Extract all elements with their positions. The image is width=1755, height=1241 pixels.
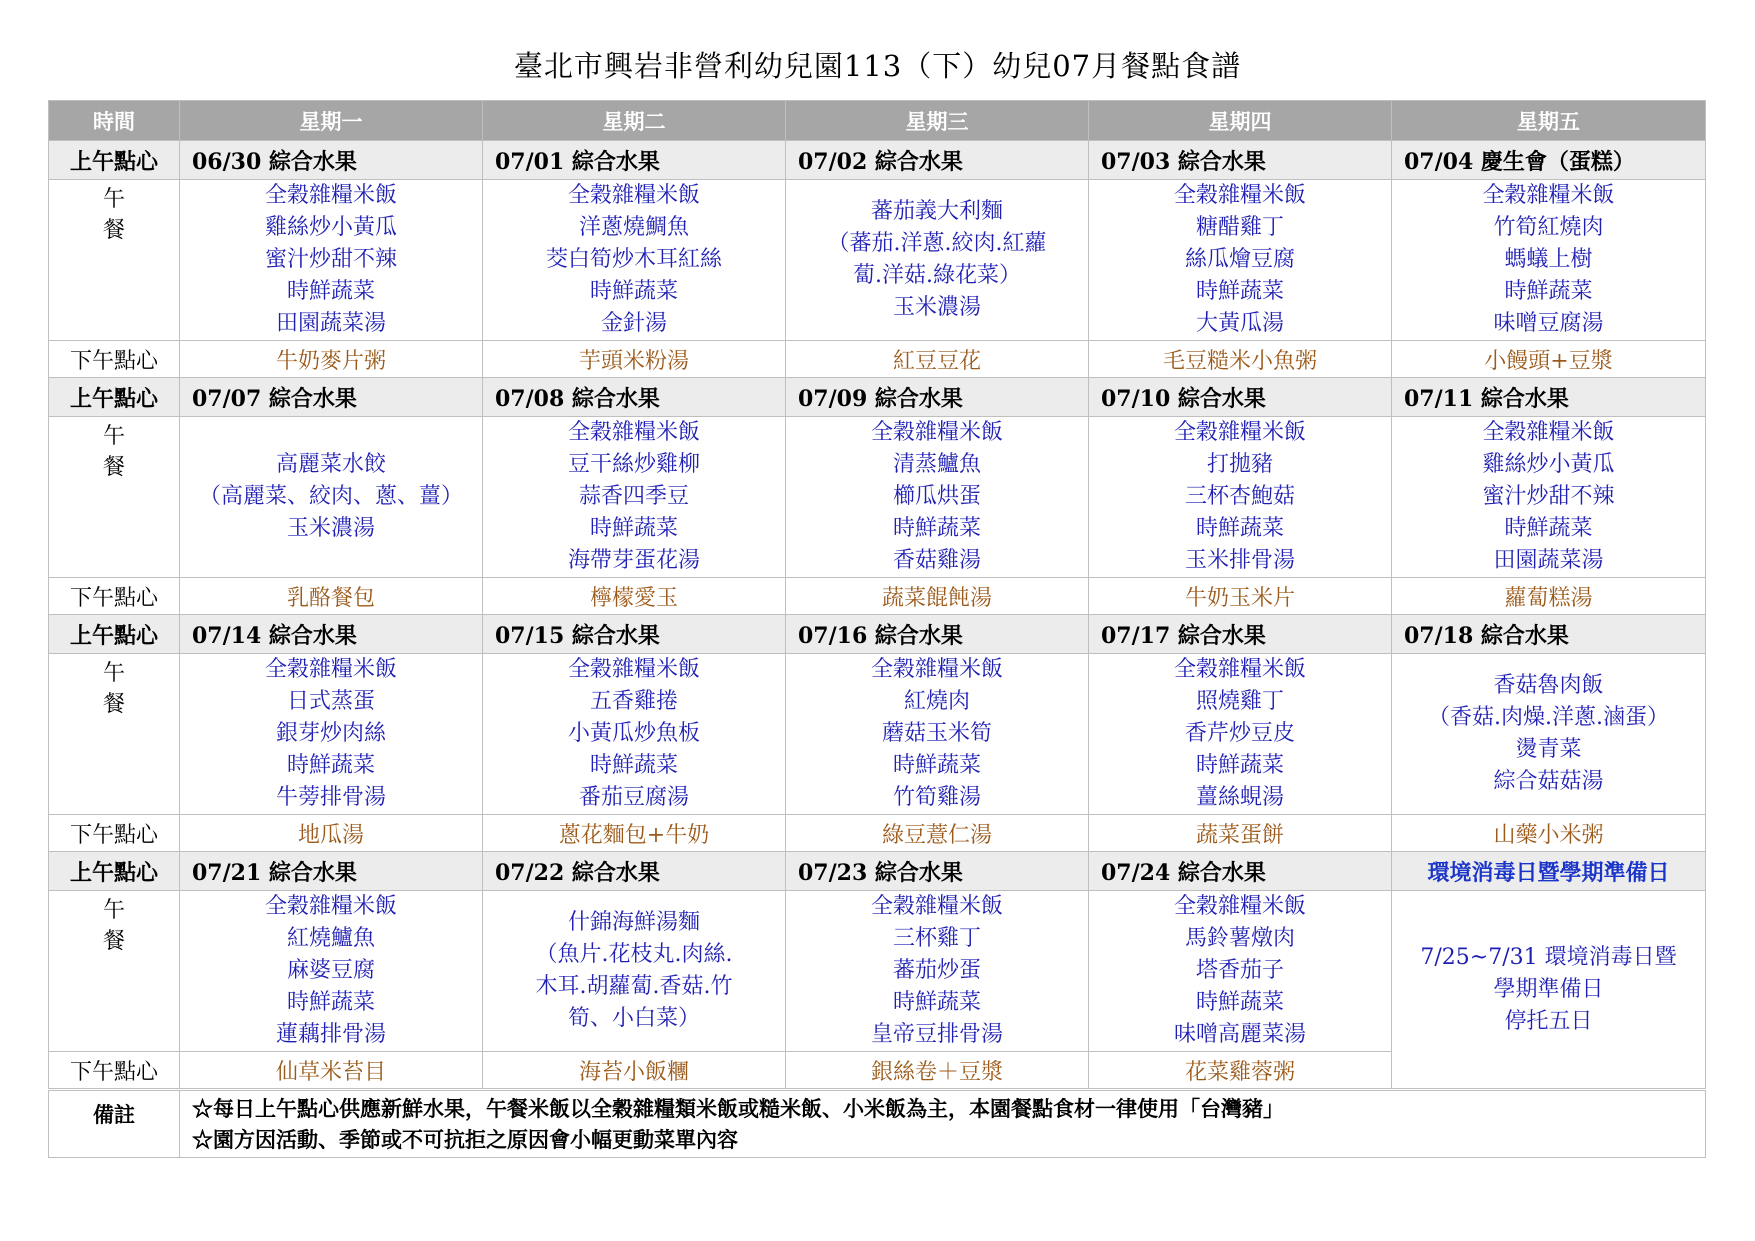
pm-snack-cell: 蔬菜蛋餅 [1089, 815, 1392, 852]
friday-notice-line: 學期準備日 [1493, 976, 1604, 1002]
lunch-dish: 全穀雜糧米飯 [1173, 657, 1306, 682]
header-thursday: 星期四 [1089, 101, 1392, 141]
lunch-dish: 洋蔥燒鯛魚 [578, 215, 689, 240]
lunch-label [49, 417, 180, 578]
lunch-dish: 糖醋雞丁 [1195, 215, 1284, 240]
lunch-cell [786, 417, 1089, 578]
pm-snack-row [49, 815, 1706, 852]
lunch-dish: 時鮮蔬菜 [892, 516, 981, 541]
lunch-dish: 蕃茄義大利麵 [870, 199, 1003, 224]
lunch-label [49, 654, 180, 815]
lunch-dish: 皇帝豆排骨湯 [870, 1022, 1003, 1047]
notes-content [180, 1090, 1706, 1158]
lunch-dish: 絲瓜燴豆腐 [1184, 247, 1295, 272]
lunch-cell [1089, 417, 1392, 578]
lunch-label-char: 午 [102, 898, 125, 923]
lunch-cell [1392, 180, 1706, 341]
lunch-dish: 時鮮蔬菜 [589, 516, 678, 541]
lunch-dish: 木耳.胡蘿蔔.香菇.竹 [535, 974, 733, 999]
am-snack-cell: 07/03 綜合水果 [1089, 141, 1392, 180]
pm-snack-cell: 芋頭米粉湯 [483, 341, 786, 378]
lunch-cell [1392, 417, 1706, 578]
lunch-dish: 全穀雜糧米飯 [567, 420, 700, 445]
menu-body [49, 141, 1706, 1158]
pm-snack-cell: 乳酪餐包 [180, 578, 483, 615]
lunch-dish: 銀芽炒肉絲 [275, 721, 386, 746]
header-monday: 星期一 [180, 101, 483, 141]
lunch-dish: 三杯杏鮑菇 [1184, 484, 1295, 509]
lunch-dish: 時鮮蔬菜 [1195, 516, 1284, 541]
lunch-dish: 豆干絲炒雞柳 [567, 452, 700, 477]
lunch-dish: 全穀雜糧米飯 [870, 420, 1003, 445]
header-tuesday: 星期二 [483, 101, 786, 141]
am-snack-label: 上午點心 [49, 852, 180, 891]
am-snack-label: 上午點心 [49, 615, 180, 654]
page-title: 臺北市興岩非營利幼兒園113（下）幼兒07月餐點食譜 [513, 49, 1242, 83]
lunch-dish: 高麗菜水餃 [275, 452, 386, 477]
lunch-dish: 時鮮蔬菜 [1195, 753, 1284, 778]
lunch-dish: 玉米濃湯 [892, 295, 981, 320]
lunch-cell [786, 654, 1089, 815]
lunch-dish: 蒜香四季豆 [578, 484, 689, 509]
pm-snack-cell: 蔬菜餛飩湯 [786, 578, 1089, 615]
am-snack-row [49, 378, 1706, 417]
lunch-dish: 玉米濃湯 [286, 516, 375, 541]
pm-snack-cell: 地瓜湯 [180, 815, 483, 852]
am-snack-cell: 07/18 綜合水果 [1392, 615, 1706, 654]
pm-snack-label: 下午點心 [49, 341, 180, 378]
lunch-dish: 日式蒸蛋 [286, 689, 375, 714]
am-snack-cell: 07/15 綜合水果 [483, 615, 786, 654]
lunch-dish: 竹筍雞湯 [892, 785, 981, 810]
pm-snack-label: 下午點心 [49, 815, 180, 852]
lunch-dish: 海帶芽蛋花湯 [567, 548, 700, 573]
lunch-dish: 時鮮蔬菜 [286, 279, 375, 304]
am-snack-cell: 07/02 綜合水果 [786, 141, 1089, 180]
lunch-dish: 全穀雜糧米飯 [1482, 420, 1615, 445]
pm-snack-row [49, 341, 1706, 378]
lunch-dish: 蕃茄炒蛋 [892, 958, 981, 983]
lunch-cell [180, 417, 483, 578]
lunch-dish: 三杯雞丁 [892, 926, 981, 951]
lunch-dish: 番茄豆腐湯 [578, 785, 689, 810]
lunch-dish: 五香雞捲 [589, 689, 678, 714]
friday-notice [1392, 891, 1706, 1090]
lunch-dish: 全穀雜糧米飯 [870, 894, 1003, 919]
lunch-dish: 時鮮蔬菜 [1504, 516, 1593, 541]
lunch-dish: 時鮮蔬菜 [1195, 990, 1284, 1015]
lunch-label-char: 餐 [102, 455, 125, 480]
am-snack-row [49, 141, 1706, 180]
lunch-cell [1392, 654, 1706, 815]
am-snack-cell: 07/21 綜合水果 [180, 852, 483, 891]
pm-snack-cell: 小饅頭+豆漿 [1392, 341, 1706, 378]
lunch-label-char: 餐 [102, 692, 125, 717]
header-row [49, 101, 1706, 141]
am-snack-cell: 07/23 綜合水果 [786, 852, 1089, 891]
friday-notice-line: 7/25~7/31 環境消毒日暨 [1420, 944, 1677, 970]
lunch-label-char: 餐 [102, 218, 125, 243]
am-snack-cell: 07/10 綜合水果 [1089, 378, 1392, 417]
lunch-dish: 全穀雜糧米飯 [1173, 183, 1306, 208]
lunch-dish: 全穀雜糧米飯 [567, 657, 700, 682]
am-snack-cell: 07/17 綜合水果 [1089, 615, 1392, 654]
lunch-cell [786, 180, 1089, 341]
lunch-dish: 竹筍紅燒肉 [1493, 215, 1604, 240]
header-time: 時間 [49, 101, 180, 141]
lunch-dish: （高麗菜、絞肉、蔥、薑） [198, 484, 463, 509]
am-snack-label: 上午點心 [49, 378, 180, 417]
lunch-dish: 蜜汁炒甜不辣 [264, 247, 397, 272]
lunch-dish: 時鮮蔬菜 [892, 990, 981, 1015]
am-snack-cell: 07/24 綜合水果 [1089, 852, 1392, 891]
lunch-dish: 燙青菜 [1515, 737, 1582, 762]
lunch-dish: 薑絲蜆湯 [1195, 785, 1284, 810]
am-snack-cell: 07/04 慶生會（蛋糕） [1392, 141, 1706, 180]
lunch-row [49, 654, 1706, 815]
lunch-dish: （魚片.花枝丸.肉絲. [535, 942, 733, 967]
lunch-dish: 茭白筍炒木耳紅絲 [545, 247, 722, 272]
lunch-dish: 全穀雜糧米飯 [264, 894, 397, 919]
note-line: ☆園方因活動、季節或不可抗拒之原因會小幅更動菜單內容 [192, 1127, 738, 1152]
lunch-dish: 雞絲炒小黃瓜 [1482, 452, 1615, 477]
lunch-dish: 紅燒肉 [903, 689, 970, 714]
lunch-dish: 香菇雞湯 [892, 548, 981, 573]
lunch-dish: 時鮮蔬菜 [589, 279, 678, 304]
am-snack-row [49, 852, 1706, 891]
lunch-dish: 全穀雜糧米飯 [1482, 183, 1615, 208]
lunch-cell [1089, 891, 1392, 1052]
notes-label: 備註 [49, 1090, 180, 1158]
pm-snack-cell: 檸檬愛玉 [483, 578, 786, 615]
lunch-dish: 時鮮蔬菜 [286, 753, 375, 778]
lunch-label [49, 180, 180, 341]
lunch-dish: 筍、小白菜） [567, 1006, 700, 1031]
lunch-dish: 照燒雞丁 [1195, 689, 1284, 714]
lunch-cell [483, 654, 786, 815]
pm-snack-label: 下午點心 [49, 578, 180, 615]
lunch-dish: 田園蔬菜湯 [1493, 548, 1604, 573]
am-snack-cell: 07/07 綜合水果 [180, 378, 483, 417]
lunch-dish: 味噌豆腐湯 [1493, 311, 1604, 336]
lunch-label-char: 午 [102, 661, 125, 686]
lunch-dish: 全穀雜糧米飯 [1173, 420, 1306, 445]
am-snack-cell: 07/09 綜合水果 [786, 378, 1089, 417]
lunch-dish: （香菇.肉燥.洋蔥.滷蛋） [1428, 705, 1669, 730]
pm-snack-cell: 紅豆豆花 [786, 341, 1089, 378]
am-snack-cell: 06/30 綜合水果 [180, 141, 483, 180]
am-snack-cell: 07/22 綜合水果 [483, 852, 786, 891]
pm-snack-cell: 花菜雞蓉粥 [1089, 1052, 1392, 1090]
lunch-dish: 味噌高麗菜湯 [1173, 1022, 1306, 1047]
lunch-label-char: 餐 [102, 929, 125, 954]
lunch-dish: 玉米排骨湯 [1184, 548, 1295, 573]
lunch-dish: 全穀雜糧米飯 [567, 183, 700, 208]
lunch-label-char: 午 [102, 424, 125, 449]
lunch-dish: 時鮮蔬菜 [892, 753, 981, 778]
pm-snack-cell: 仙草米苔目 [180, 1052, 483, 1090]
lunch-dish: 紅燒鱸魚 [286, 926, 375, 951]
am-snack-cell: 07/14 綜合水果 [180, 615, 483, 654]
lunch-cell [180, 654, 483, 815]
lunch-cell [786, 891, 1089, 1052]
pm-snack-cell: 蔥花麵包+牛奶 [483, 815, 786, 852]
lunch-dish: 打拋豬 [1206, 452, 1273, 477]
lunch-dish: （蕃茄.洋蔥.絞肉.紅蘿 [827, 231, 1047, 256]
lunch-dish: 小黃瓜炒魚板 [567, 721, 700, 746]
lunch-dish: 什錦海鮮湯麵 [567, 910, 700, 935]
pm-snack-cell: 山藥小米粥 [1392, 815, 1706, 852]
lunch-dish: 塔香茄子 [1195, 958, 1284, 983]
lunch-dish: 螞蟻上樹 [1504, 247, 1593, 272]
friday-notice-line: 停托五日 [1504, 1008, 1593, 1034]
lunch-dish: 時鮮蔬菜 [1504, 279, 1593, 304]
lunch-dish: 蘑菇玉米筍 [881, 721, 992, 746]
menu-table [48, 100, 1706, 1158]
lunch-cell [483, 417, 786, 578]
lunch-cell [180, 891, 483, 1052]
lunch-dish: 香菇魯肉飯 [1493, 673, 1604, 698]
lunch-dish: 麻婆豆腐 [286, 958, 375, 983]
am-snack-label: 上午點心 [49, 141, 180, 180]
note-line: ☆每日上午點心供應新鮮水果，午餐米飯以全穀雜糧類米飯或糙米飯、小米飯為主，本園餐點食材一律使用「台灣豬」 [192, 1096, 1284, 1121]
pm-snack-cell: 毛豆糙米小魚粥 [1089, 341, 1392, 378]
pm-snack-cell: 銀絲卷＋豆漿 [786, 1052, 1089, 1090]
pm-snack-label: 下午點心 [49, 1052, 180, 1090]
lunch-dish: 全穀雜糧米飯 [870, 657, 1003, 682]
lunch-cell [1089, 654, 1392, 815]
lunch-label [49, 891, 180, 1052]
am-snack-cell: 07/16 綜合水果 [786, 615, 1089, 654]
lunch-dish: 全穀雜糧米飯 [264, 657, 397, 682]
lunch-dish: 大黃瓜湯 [1195, 311, 1284, 336]
lunch-cell [180, 180, 483, 341]
header-friday: 星期五 [1392, 101, 1706, 141]
lunch-row [49, 180, 1706, 341]
am-snack-row [49, 615, 1706, 654]
am-snack-cell: 07/11 綜合水果 [1392, 378, 1706, 417]
lunch-cell [483, 180, 786, 341]
lunch-label-char: 午 [102, 187, 125, 212]
lunch-dish: 牛蒡排骨湯 [275, 785, 386, 810]
lunch-dish: 蓮藕排骨湯 [275, 1022, 386, 1047]
lunch-dish: 馬鈴薯燉肉 [1184, 926, 1295, 951]
lunch-dish: 田園蔬菜湯 [275, 311, 386, 336]
pm-snack-cell: 牛奶玉米片 [1089, 578, 1392, 615]
pm-snack-cell: 牛奶麥片粥 [180, 341, 483, 378]
lunch-dish: 全穀雜糧米飯 [1173, 894, 1306, 919]
am-snack-cell: 07/01 綜合水果 [483, 141, 786, 180]
notes-row [49, 1090, 1706, 1158]
lunch-dish: 蜜汁炒甜不辣 [1482, 484, 1615, 509]
am-snack-cell: 07/08 綜合水果 [483, 378, 786, 417]
lunch-dish: 清蒸鱸魚 [892, 452, 981, 477]
lunch-dish: 時鮮蔬菜 [589, 753, 678, 778]
lunch-cell [1089, 180, 1392, 341]
lunch-row [49, 417, 1706, 578]
pm-snack-row [49, 578, 1706, 615]
pm-snack-cell: 綠豆薏仁湯 [786, 815, 1089, 852]
lunch-dish: 櫛瓜烘蛋 [892, 484, 981, 509]
special-day-title: 環境消毒日暨學期準備日 [1392, 852, 1706, 891]
lunch-dish: 全穀雜糧米飯 [264, 183, 397, 208]
pm-snack-cell: 蘿蔔糕湯 [1392, 578, 1706, 615]
lunch-row [49, 891, 1706, 1052]
lunch-dish: 時鮮蔬菜 [1195, 279, 1284, 304]
lunch-cell [483, 891, 786, 1052]
header-wednesday: 星期三 [786, 101, 1089, 141]
lunch-dish: 蔔.洋菇.綠花菜） [853, 263, 1021, 288]
lunch-dish: 金針湯 [600, 311, 667, 336]
lunch-dish: 綜合菇菇湯 [1493, 769, 1604, 794]
lunch-dish: 時鮮蔬菜 [286, 990, 375, 1015]
pm-snack-cell: 海苔小飯糰 [483, 1052, 786, 1090]
lunch-dish: 香芹炒豆皮 [1184, 721, 1295, 746]
lunch-dish: 雞絲炒小黃瓜 [264, 215, 397, 240]
